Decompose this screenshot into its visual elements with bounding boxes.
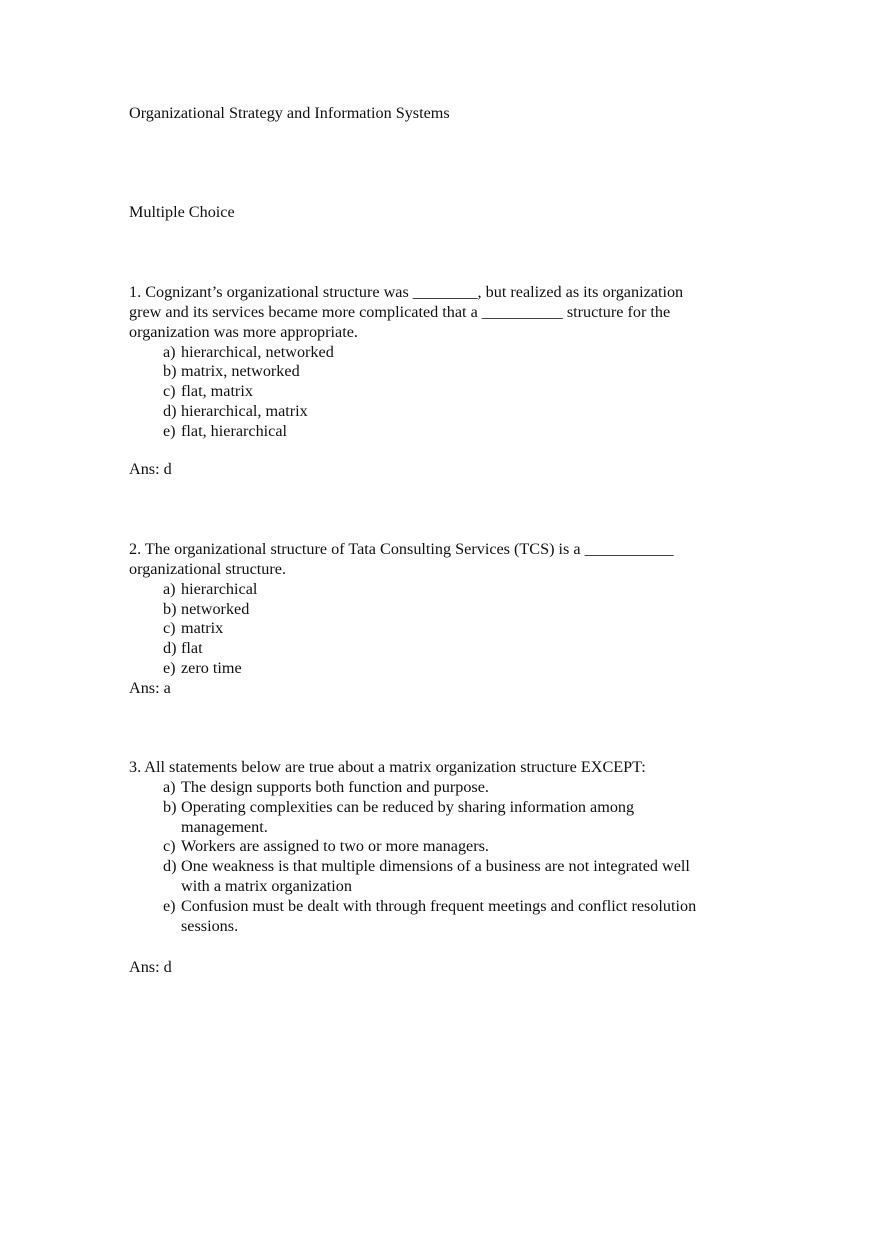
option-text: hierarchical, networked bbox=[181, 342, 334, 361]
option-text: One weakness is that multiple dimensions of a business are not integrated well bbox=[181, 857, 690, 876]
answer-3: Ans: d bbox=[129, 958, 172, 976]
question-stem-line: grew and its services became more complicated that a __________ structure for the bbox=[129, 302, 671, 321]
option-letter: c) bbox=[163, 382, 176, 401]
option-text: flat bbox=[181, 639, 203, 658]
option-text: networked bbox=[181, 599, 250, 618]
answer-1: Ans: d bbox=[129, 460, 172, 478]
question-stem-line: 3. All statements below are true about a matrix organization structure EXCEPT: bbox=[129, 758, 646, 776]
option-letter: b) bbox=[163, 797, 177, 816]
answer-option bbox=[129, 857, 696, 897]
option-text: management. bbox=[181, 817, 268, 836]
answer-option bbox=[129, 343, 683, 363]
answer-2: Ans: a bbox=[129, 679, 171, 697]
answer-option bbox=[129, 798, 696, 838]
answer-option bbox=[129, 778, 696, 798]
option-text: flat, matrix bbox=[181, 382, 253, 401]
option-text: matrix bbox=[181, 619, 224, 638]
question-stem-line: 2. The organizational structure of Tata Consulting Services (TCS) is a ___________ bbox=[129, 540, 674, 558]
answer-option bbox=[129, 619, 674, 639]
document-title: Organizational Strategy and Information Systems bbox=[129, 104, 450, 122]
option-letter: b) bbox=[163, 599, 177, 618]
question-stem-line: 1. Cognizant’s organizational structure was ________, but realized as its organization bbox=[129, 283, 684, 301]
option-letter: d) bbox=[163, 402, 177, 421]
answer-option bbox=[129, 382, 683, 402]
option-text: flat, hierarchical bbox=[181, 421, 288, 440]
answer-option bbox=[129, 422, 683, 442]
option-letter: d) bbox=[163, 639, 177, 658]
option-text: sessions. bbox=[181, 916, 239, 935]
option-text: Operating complexities can be reduced by sharing information among bbox=[181, 797, 635, 816]
section-heading: Multiple Choice bbox=[129, 203, 235, 221]
option-letter: c) bbox=[163, 837, 176, 856]
answer-option bbox=[129, 639, 674, 659]
option-letter: e) bbox=[163, 421, 176, 440]
answer-option bbox=[129, 837, 696, 857]
question-stem-line: organizational structure. bbox=[129, 559, 287, 578]
question-3 bbox=[129, 758, 696, 937]
option-letter: e) bbox=[163, 896, 176, 915]
option-text: Workers are assigned to two or more managers. bbox=[181, 837, 489, 856]
question-stem-line: organization was more appropriate. bbox=[129, 322, 358, 341]
answer-option bbox=[129, 402, 683, 422]
option-letter: a) bbox=[163, 777, 176, 796]
option-letter: c) bbox=[163, 619, 176, 638]
option-text: with a matrix organization bbox=[181, 877, 352, 896]
option-text: zero time bbox=[181, 659, 242, 678]
option-text: matrix, networked bbox=[181, 362, 300, 381]
answer-option bbox=[129, 600, 674, 620]
answer-option bbox=[129, 659, 674, 679]
option-text: Confusion must be dealt with through frequent meetings and conflict resolution bbox=[181, 896, 697, 915]
option-text: hierarchical bbox=[181, 579, 258, 598]
answer-option bbox=[129, 362, 683, 382]
option-letter: d) bbox=[163, 857, 177, 876]
option-text: hierarchical, matrix bbox=[181, 402, 308, 421]
option-letter: e) bbox=[163, 659, 176, 678]
option-text: The design supports both function and purpose. bbox=[181, 777, 489, 796]
option-letter: a) bbox=[163, 579, 176, 598]
answer-option bbox=[129, 580, 674, 600]
answer-option bbox=[129, 897, 696, 937]
option-letter: a) bbox=[163, 342, 176, 361]
question-2 bbox=[129, 540, 674, 679]
option-letter: b) bbox=[163, 362, 177, 381]
question-1 bbox=[129, 283, 683, 442]
